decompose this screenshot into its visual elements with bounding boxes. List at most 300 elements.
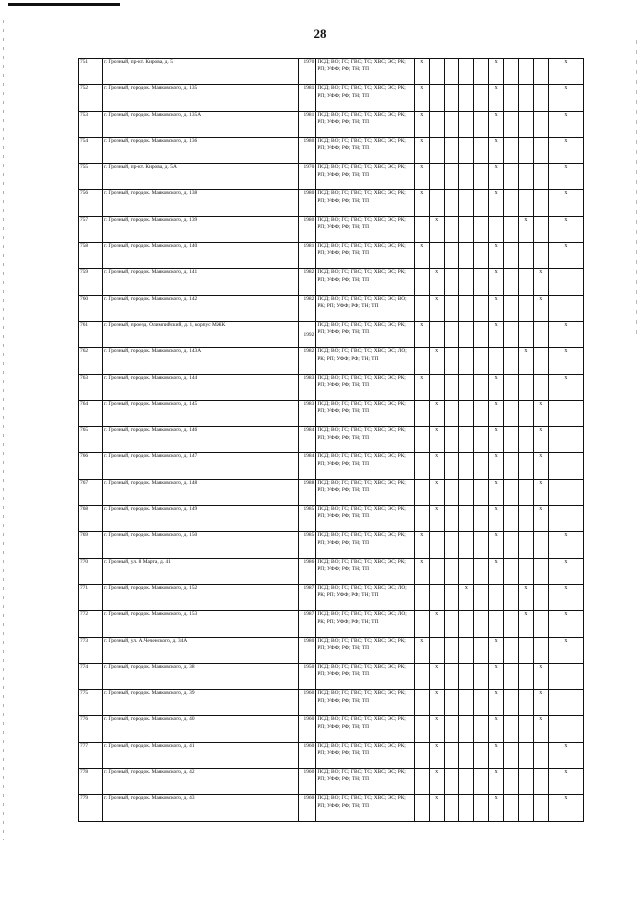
row-address: г. Грозный, городок. Маяковского, д. 150 [103,532,299,558]
row-year-cell [299,216,316,242]
mark-cell-9: x [533,690,548,716]
row-year-cell [299,295,316,321]
mark-cell-10 [548,295,583,321]
table-row [79,111,584,137]
mark-cell-1: x [414,111,429,137]
row-year: 1960 [303,769,315,776]
mark-cell-8 [518,111,533,137]
table-row [79,611,584,637]
mark-cell-4 [459,374,474,400]
mark-cell-3 [444,453,459,479]
mark-cell-3 [444,321,459,347]
table-row [79,584,584,610]
mark-cell-7 [504,374,519,400]
mark-cell-2: x [429,716,444,742]
mark-cell-2: x [429,453,444,479]
mark-cell-8 [518,164,533,190]
row-systems: ПСД; ВО; ГС; ГВС; ТС; ХВС; ЭС; РК; РП; УФФ; РФ; ТН; ТП [316,400,415,426]
mark-cell-8 [518,506,533,532]
mark-cell-6: x [489,111,504,137]
table-row [79,532,584,558]
mark-cell-6: x [489,690,504,716]
mark-cell-6: x [489,742,504,768]
mark-cell-3 [444,558,459,584]
mark-cell-8 [518,690,533,716]
row-year: 1980 [303,637,315,644]
row-address: г. Грозный, городок. Маяковского, д. 153 [103,611,299,637]
mark-cell-10 [548,663,583,689]
mark-cell-7 [504,137,519,163]
row-systems: ПСД; ВО; ГС; ГВС; ТС; ХВС; ЭС; РК; РП; УФФ; РФ; ТН; ТП [316,663,415,689]
mark-cell-2 [429,637,444,663]
row-address: г. Грозный, городок. Маяковского, д. 147 [103,453,299,479]
mark-cell-8 [518,532,533,558]
row-number: 751 [79,59,103,85]
mark-cell-8: x [518,611,533,637]
mark-cell-5 [474,348,489,374]
row-year-cell [299,243,316,269]
row-year-cell [299,427,316,453]
row-year: 1980 [303,190,315,197]
mark-cell-10: x [548,85,583,111]
mark-cell-9 [533,584,548,610]
row-year-cell [299,795,316,821]
row-year: 1988 [303,479,315,486]
row-year-cell [299,479,316,505]
mark-cell-6: x [489,295,504,321]
row-year: 1992 [303,331,315,338]
mark-cell-3 [444,506,459,532]
mark-cell-1 [414,584,429,610]
row-address: г. Грозный, городок. Маяковского, д. 38 [103,663,299,689]
row-systems: ПСД; ВО; ГС; ГВС; ТС; ХВС; ЭС; РК; РП; УФФ; РФ; ТН; ТП [316,243,415,269]
row-number: 779 [79,795,103,821]
row-year: 1980 [303,137,315,144]
row-address: г. Грозный, пр-кт. Кирова, д. 5 [103,59,299,85]
mark-cell-6: x [489,716,504,742]
mark-cell-10: x [548,532,583,558]
row-address: г. Грозный, пр-кт. Кирова, д. 5А [103,164,299,190]
mark-cell-5 [474,690,489,716]
mark-cell-4 [459,111,474,137]
mark-cell-7 [504,400,519,426]
mark-cell-4 [459,427,474,453]
mark-cell-6 [489,348,504,374]
mark-cell-10 [548,690,583,716]
mark-cell-2: x [429,742,444,768]
mark-cell-3 [444,374,459,400]
row-year-cell [299,690,316,716]
table-row [79,716,584,742]
mark-cell-4 [459,479,474,505]
row-address: г. Грозный, городок. Маяковского, д. 148 [103,479,299,505]
row-year: 1983 [303,374,315,381]
row-number: 761 [79,321,103,347]
row-systems: ПСД; ВО; ГС; ГВС; ТС; ХВС; ЭС; РК; РП; УФФ; РФ; ТН; ТП [316,506,415,532]
row-address: г. Грозный, городок. Маяковского, д. 141 [103,269,299,295]
row-number: 753 [79,111,103,137]
mark-cell-9 [533,795,548,821]
mark-cell-5 [474,295,489,321]
row-address: г. Грозный, городок. Маяковского, д. 39 [103,690,299,716]
row-systems: ПСД; ВО; ГС; ГВС; ТС; ХВС; ЭС; РК; РП; УФФ; РФ; ТН; ТП [316,532,415,558]
row-year-cell [299,348,316,374]
mark-cell-2: x [429,216,444,242]
row-year-cell [299,663,316,689]
mark-cell-4 [459,663,474,689]
mark-cell-8 [518,59,533,85]
mark-cell-5 [474,742,489,768]
mark-cell-4 [459,506,474,532]
mark-cell-10: x [548,59,583,85]
mark-cell-10: x [548,111,583,137]
mark-cell-8 [518,453,533,479]
mark-cell-4 [459,558,474,584]
row-year-cell [299,769,316,795]
row-number: 763 [79,374,103,400]
row-address: г. Грозный, городок. Маяковского, д. 142 [103,295,299,321]
mark-cell-5 [474,637,489,663]
row-number: 754 [79,137,103,163]
row-year: 1985 [303,506,315,513]
mark-cell-5 [474,269,489,295]
mark-cell-9 [533,321,548,347]
mark-cell-6: x [489,374,504,400]
mark-cell-1: x [414,637,429,663]
mark-cell-10: x [548,321,583,347]
mark-cell-2 [429,59,444,85]
table-row [79,374,584,400]
mark-cell-6: x [489,190,504,216]
mark-cell-10: x [548,348,583,374]
mark-cell-2: x [429,269,444,295]
mark-cell-6: x [489,479,504,505]
row-year-cell [299,137,316,163]
row-address: г. Грозный, городок. Маяковского, д. 145 [103,400,299,426]
row-year: 1981 [303,111,315,118]
row-address: г. Грозный, городок. Маяковского, д. 135 [103,85,299,111]
mark-cell-5 [474,584,489,610]
row-systems: ПСД; ВО; ГС; ГВС; ТС; ХВС; ЭС; ЛО; РК; РП; УФФ; РФ; ТН; ТП [316,348,415,374]
top-rule [8,3,120,6]
mark-cell-10 [548,506,583,532]
row-year-cell [299,164,316,190]
mark-cell-3 [444,164,459,190]
mark-cell-7 [504,427,519,453]
mark-cell-6: x [489,59,504,85]
mark-cell-4: x [459,584,474,610]
mark-cell-1: x [414,190,429,216]
row-year: 1950 [303,663,315,670]
mark-cell-9: x [533,479,548,505]
mark-cell-4 [459,690,474,716]
row-year: 1986 [303,558,315,565]
mark-cell-6: x [489,663,504,689]
mark-cell-1 [414,400,429,426]
mark-cell-1: x [414,243,429,269]
row-systems: ПСД; ВО; ГС; ГВС; ТС; ХВС; ЭС; РК; РП; УФФ; РФ; ТН; ТП [316,190,415,216]
mark-cell-1 [414,663,429,689]
row-number: 774 [79,663,103,689]
row-systems: ПСД; ВО; ГС; ГВС; ТС; ХВС; ЭС; РК; РП; УФФ; РФ; ТН; ТП [316,637,415,663]
mark-cell-7 [504,558,519,584]
mark-cell-9 [533,216,548,242]
mark-cell-2 [429,584,444,610]
mark-cell-3 [444,243,459,269]
row-number: 778 [79,769,103,795]
row-address: г. Грозный, проезд. Олимпийский, д. 1, корпус МЖК [103,321,299,347]
table-row [79,795,584,821]
mark-cell-8 [518,716,533,742]
row-address: г. Грозный, городок. Маяковского, д. 138 [103,190,299,216]
mark-cell-1 [414,506,429,532]
row-number: 755 [79,164,103,190]
row-number: 773 [79,637,103,663]
mark-cell-3 [444,742,459,768]
row-address: г. Грозный, городок. Маяковского, д. 140 [103,243,299,269]
row-systems: ПСД; ВО; ГС; ГВС; ТС; ХВС; ЭС; РК; РП; УФФ; РФ; ТН; ТП [316,453,415,479]
mark-cell-1: x [414,85,429,111]
row-year: 1984 [303,453,315,460]
mark-cell-5 [474,611,489,637]
row-address: г. Грозный, городок. Маяковского, д. 40 [103,716,299,742]
mark-cell-5 [474,164,489,190]
table-row [79,742,584,768]
row-year-cell [299,269,316,295]
mark-cell-8 [518,295,533,321]
mark-cell-6: x [489,506,504,532]
mark-cell-4 [459,400,474,426]
mark-cell-3 [444,769,459,795]
mark-cell-10: x [548,584,583,610]
mark-cell-8 [518,269,533,295]
mark-cell-9: x [533,295,548,321]
mark-cell-7 [504,690,519,716]
mark-cell-3 [444,690,459,716]
mark-cell-3 [444,59,459,85]
mark-cell-1 [414,479,429,505]
mark-cell-9 [533,637,548,663]
mark-cell-1 [414,611,429,637]
row-number: 756 [79,190,103,216]
mark-cell-5 [474,663,489,689]
mark-cell-6: x [489,427,504,453]
row-systems: ПСД; ВО; ГС; ГВС; ТС; ХВС; ЭС; РК; РП; УФФ; РФ; ТН; ТП [316,479,415,505]
mark-cell-7 [504,190,519,216]
mark-cell-9 [533,137,548,163]
row-address: г. Грозный, ул. 8 Марта, д. 41 [103,558,299,584]
mark-cell-3 [444,427,459,453]
row-year-cell [299,400,316,426]
mark-cell-10 [548,269,583,295]
row-systems: ПСД; ВО; ГС; ГВС; ТС; ХВС; ЭС; РК; РП; УФФ; РФ; ТН; ТП [316,374,415,400]
mark-cell-9: x [533,663,548,689]
page-number: 28 [313,26,327,41]
mark-cell-1: x [414,164,429,190]
row-year: 1982 [303,348,315,355]
mark-cell-2: x [429,663,444,689]
mark-cell-5 [474,427,489,453]
row-systems: ПСД; ВО; ГС; ГВС; ТС; ХВС; ЭС; РК; РП; УФФ; РФ; ТН; ТП [316,321,415,347]
row-number: 760 [79,295,103,321]
row-systems: ПСД; ВО; ГС; ГВС; ТС; ХВС; ЭС; РК; РП; УФФ; РФ; ТН; ТП [316,269,415,295]
mark-cell-7 [504,216,519,242]
mark-cell-9 [533,532,548,558]
mark-cell-7 [504,348,519,374]
mark-cell-4 [459,85,474,111]
row-systems: ПСД; ВО; ГС; ГВС; ТС; ХВС; ЭС; РК; РП; УФФ; РФ; ТН; ТП [316,59,415,85]
mark-cell-1 [414,427,429,453]
row-year: 1970 [303,59,315,65]
mark-cell-4 [459,769,474,795]
mark-cell-1: x [414,558,429,584]
row-address: г. Грозный, городок. Маяковского, д. 135А [103,111,299,137]
row-number: 777 [79,742,103,768]
mark-cell-3 [444,584,459,610]
row-year-cell [299,716,316,742]
row-address: г. Грозный, городок. Маяковского, д. 152 [103,584,299,610]
mark-cell-4 [459,59,474,85]
row-year: 1987 [303,584,315,591]
mark-cell-8 [518,742,533,768]
row-number: 759 [79,269,103,295]
mark-cell-2: x [429,295,444,321]
mark-cell-1 [414,795,429,821]
mark-cell-8 [518,558,533,584]
row-year: 1981 [303,85,315,92]
mark-cell-6: x [489,453,504,479]
table-row [79,558,584,584]
mark-cell-2 [429,532,444,558]
mark-cell-5 [474,59,489,85]
mark-cell-1 [414,453,429,479]
mark-cell-3 [444,85,459,111]
mark-cell-4 [459,321,474,347]
table-row [79,506,584,532]
mark-cell-3 [444,716,459,742]
table-row [79,85,584,111]
row-year-cell [299,59,316,85]
mark-cell-10: x [548,216,583,242]
row-systems: ПСД; ВО; ГС; ГВС; ТС; ХВС; ЭС; ЛО; РК; РП; УФФ; РФ; ТН; ТП [316,611,415,637]
mark-cell-3 [444,348,459,374]
row-year: 1960 [303,795,315,802]
row-systems: ПСД; ВО; ГС; ГВС; ТС; ХВС; ЭС; РК; РП; УФФ; РФ; ТН; ТП [316,427,415,453]
mark-cell-1 [414,690,429,716]
mark-cell-3 [444,611,459,637]
mark-cell-1: x [414,59,429,85]
mark-cell-4 [459,190,474,216]
mark-cell-6: x [489,137,504,163]
mark-cell-4 [459,795,474,821]
row-year-cell [299,558,316,584]
mark-cell-6: x [489,532,504,558]
mark-cell-5 [474,190,489,216]
mark-cell-3 [444,111,459,137]
table-row [79,59,584,85]
mark-cell-6: x [489,243,504,269]
row-year: 1984 [303,427,315,434]
mark-cell-1 [414,742,429,768]
mark-cell-7 [504,269,519,295]
row-number: 758 [79,243,103,269]
mark-cell-9: x [533,427,548,453]
mark-cell-6: x [489,321,504,347]
mark-cell-5 [474,216,489,242]
table-row [79,137,584,163]
mark-cell-4 [459,243,474,269]
mark-cell-9 [533,243,548,269]
mark-cell-5 [474,479,489,505]
mark-cell-7 [504,321,519,347]
table-row [79,348,584,374]
mark-cell-2 [429,374,444,400]
mark-cell-5 [474,506,489,532]
mark-cell-4 [459,637,474,663]
mark-cell-3 [444,137,459,163]
mark-cell-1: x [414,321,429,347]
mark-cell-7 [504,769,519,795]
row-number: 752 [79,85,103,111]
mark-cell-2: x [429,795,444,821]
mark-cell-6 [489,584,504,610]
mark-cell-1 [414,216,429,242]
mark-cell-2 [429,137,444,163]
mark-cell-8 [518,190,533,216]
mark-cell-8: x [518,584,533,610]
mark-cell-9 [533,348,548,374]
mark-cell-10 [548,479,583,505]
mark-cell-8 [518,400,533,426]
row-address: г. Грозный, ул. А.Чеченского, д. 34А [103,637,299,663]
mark-cell-7 [504,532,519,558]
row-address: г. Грозный, городок. Маяковского, д. 42 [103,769,299,795]
table-row [79,190,584,216]
mark-cell-4 [459,216,474,242]
table-row [79,295,584,321]
mark-cell-2 [429,85,444,111]
mark-cell-8 [518,321,533,347]
mark-cell-6: x [489,558,504,584]
row-year-cell [299,453,316,479]
row-number: 762 [79,348,103,374]
mark-cell-1 [414,769,429,795]
mark-cell-6 [489,216,504,242]
mark-cell-10: x [548,137,583,163]
row-year: 1987 [303,611,315,618]
row-systems: ПСД; ВО; ГС; ГВС; ТС; ХВС; ЭС; ЛО; РК; РП; УФФ; РФ; ТН; ТП [316,584,415,610]
mark-cell-10: x [548,190,583,216]
row-number: 767 [79,479,103,505]
scan-edge-right [636,40,637,340]
mark-cell-1: x [414,532,429,558]
mark-cell-9: x [533,400,548,426]
mark-cell-2 [429,558,444,584]
mark-cell-10: x [548,742,583,768]
mark-cell-4 [459,164,474,190]
row-year-cell [299,321,316,347]
row-address: г. Грозный, городок. Маяковского, д. 143А [103,348,299,374]
mark-cell-5 [474,111,489,137]
row-year: 1985 [303,532,315,539]
mark-cell-2: x [429,769,444,795]
mark-cell-10: x [548,769,583,795]
mark-cell-1 [414,716,429,742]
row-number: 775 [79,690,103,716]
mark-cell-3 [444,663,459,689]
mark-cell-8 [518,243,533,269]
mark-cell-2: x [429,348,444,374]
